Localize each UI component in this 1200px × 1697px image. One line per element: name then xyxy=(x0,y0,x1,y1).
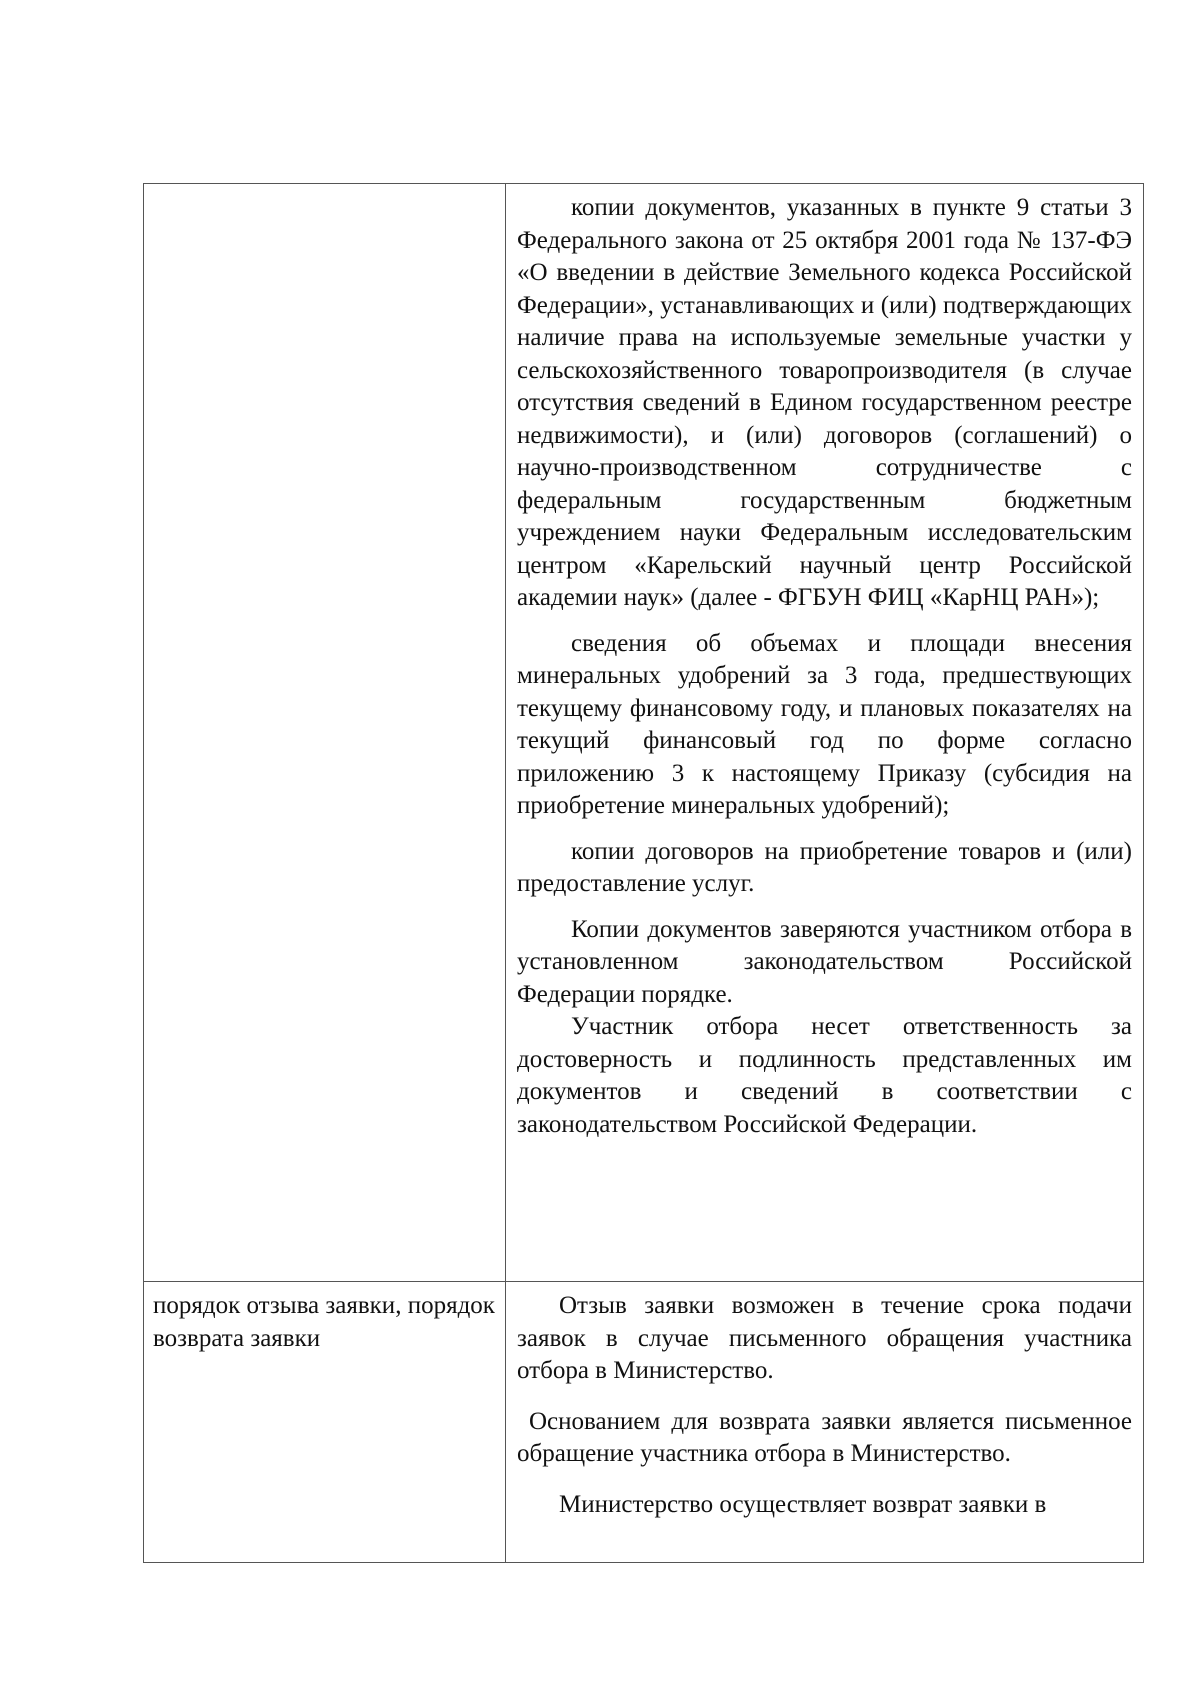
paragraph-responsibility: Участник отбора несет ответственность за достоверность и подлинность представленных им документов и сведений в соответствии с законодательством Российской Федерации. xyxy=(517,1013,1132,1138)
paragraph-fertilizer-info: сведения об объемах и площади внесения минеральных удобрений за 3 года, предшествующих текущему финансовому году, и плановых показателях на текущий финансовый год по форме согласно приложению 3 к настоящему Приказу (субсидия на приобретение минеральных удобрений); xyxy=(517,629,1132,819)
paragraph-withdrawal: Отзыв заявки возможен в течение срока подачи заявок в случае письменного обращения участника отбора в Министерство. xyxy=(517,1292,1132,1384)
row1-left-cell xyxy=(144,184,506,1282)
paragraph-contracts-copies: копии договоров на приобретение товаров и (или) предоставление услуг. xyxy=(517,837,1132,897)
paragraph-certification: Копии документов заверяются участником отбора в установленном законодательством Российской Федерации порядке. xyxy=(517,915,1132,1008)
row1-right-cell xyxy=(506,184,1144,1282)
row2-left-cell xyxy=(144,1282,506,1563)
table-row xyxy=(144,184,1144,1282)
row2-right-cell xyxy=(506,1282,1144,1563)
row2-label: порядок отзыва заявки, порядок возврата заявки xyxy=(153,1292,495,1352)
paragraph-return-basis: Основанием для возврата заявки является письменное обращение участника отбора в Министерство. xyxy=(517,1407,1132,1467)
table-row xyxy=(144,1282,1144,1563)
document-table xyxy=(143,183,1144,1563)
paragraph-documents-copies: копии документов, указанных в пункте 9 статьи 3 Федерального закона от 25 октября 2001 года № 137-ФЭ «О введении в действие Земельного кодекса Российской Федерации», устанавливающих и (или) подтверждающих наличие права на используемые земельные участки у сельскохозяйственного товаропроизводителя (в случае отсутствия сведений в Едином государственном реестре недвижимости), и (или) договоров (соглашений) о научно-производственном сотрудничестве с федеральным государственным бюджетным учреждением науки Федеральным исследовательским центром «Карельский научный центр Российской академии наук» (далее - ФГБУН ФИЦ «КарНЦ РАН»); xyxy=(517,194,1132,611)
paragraph-ministry-return: Министерство осуществляет возврат заявки в xyxy=(559,1490,1047,1518)
